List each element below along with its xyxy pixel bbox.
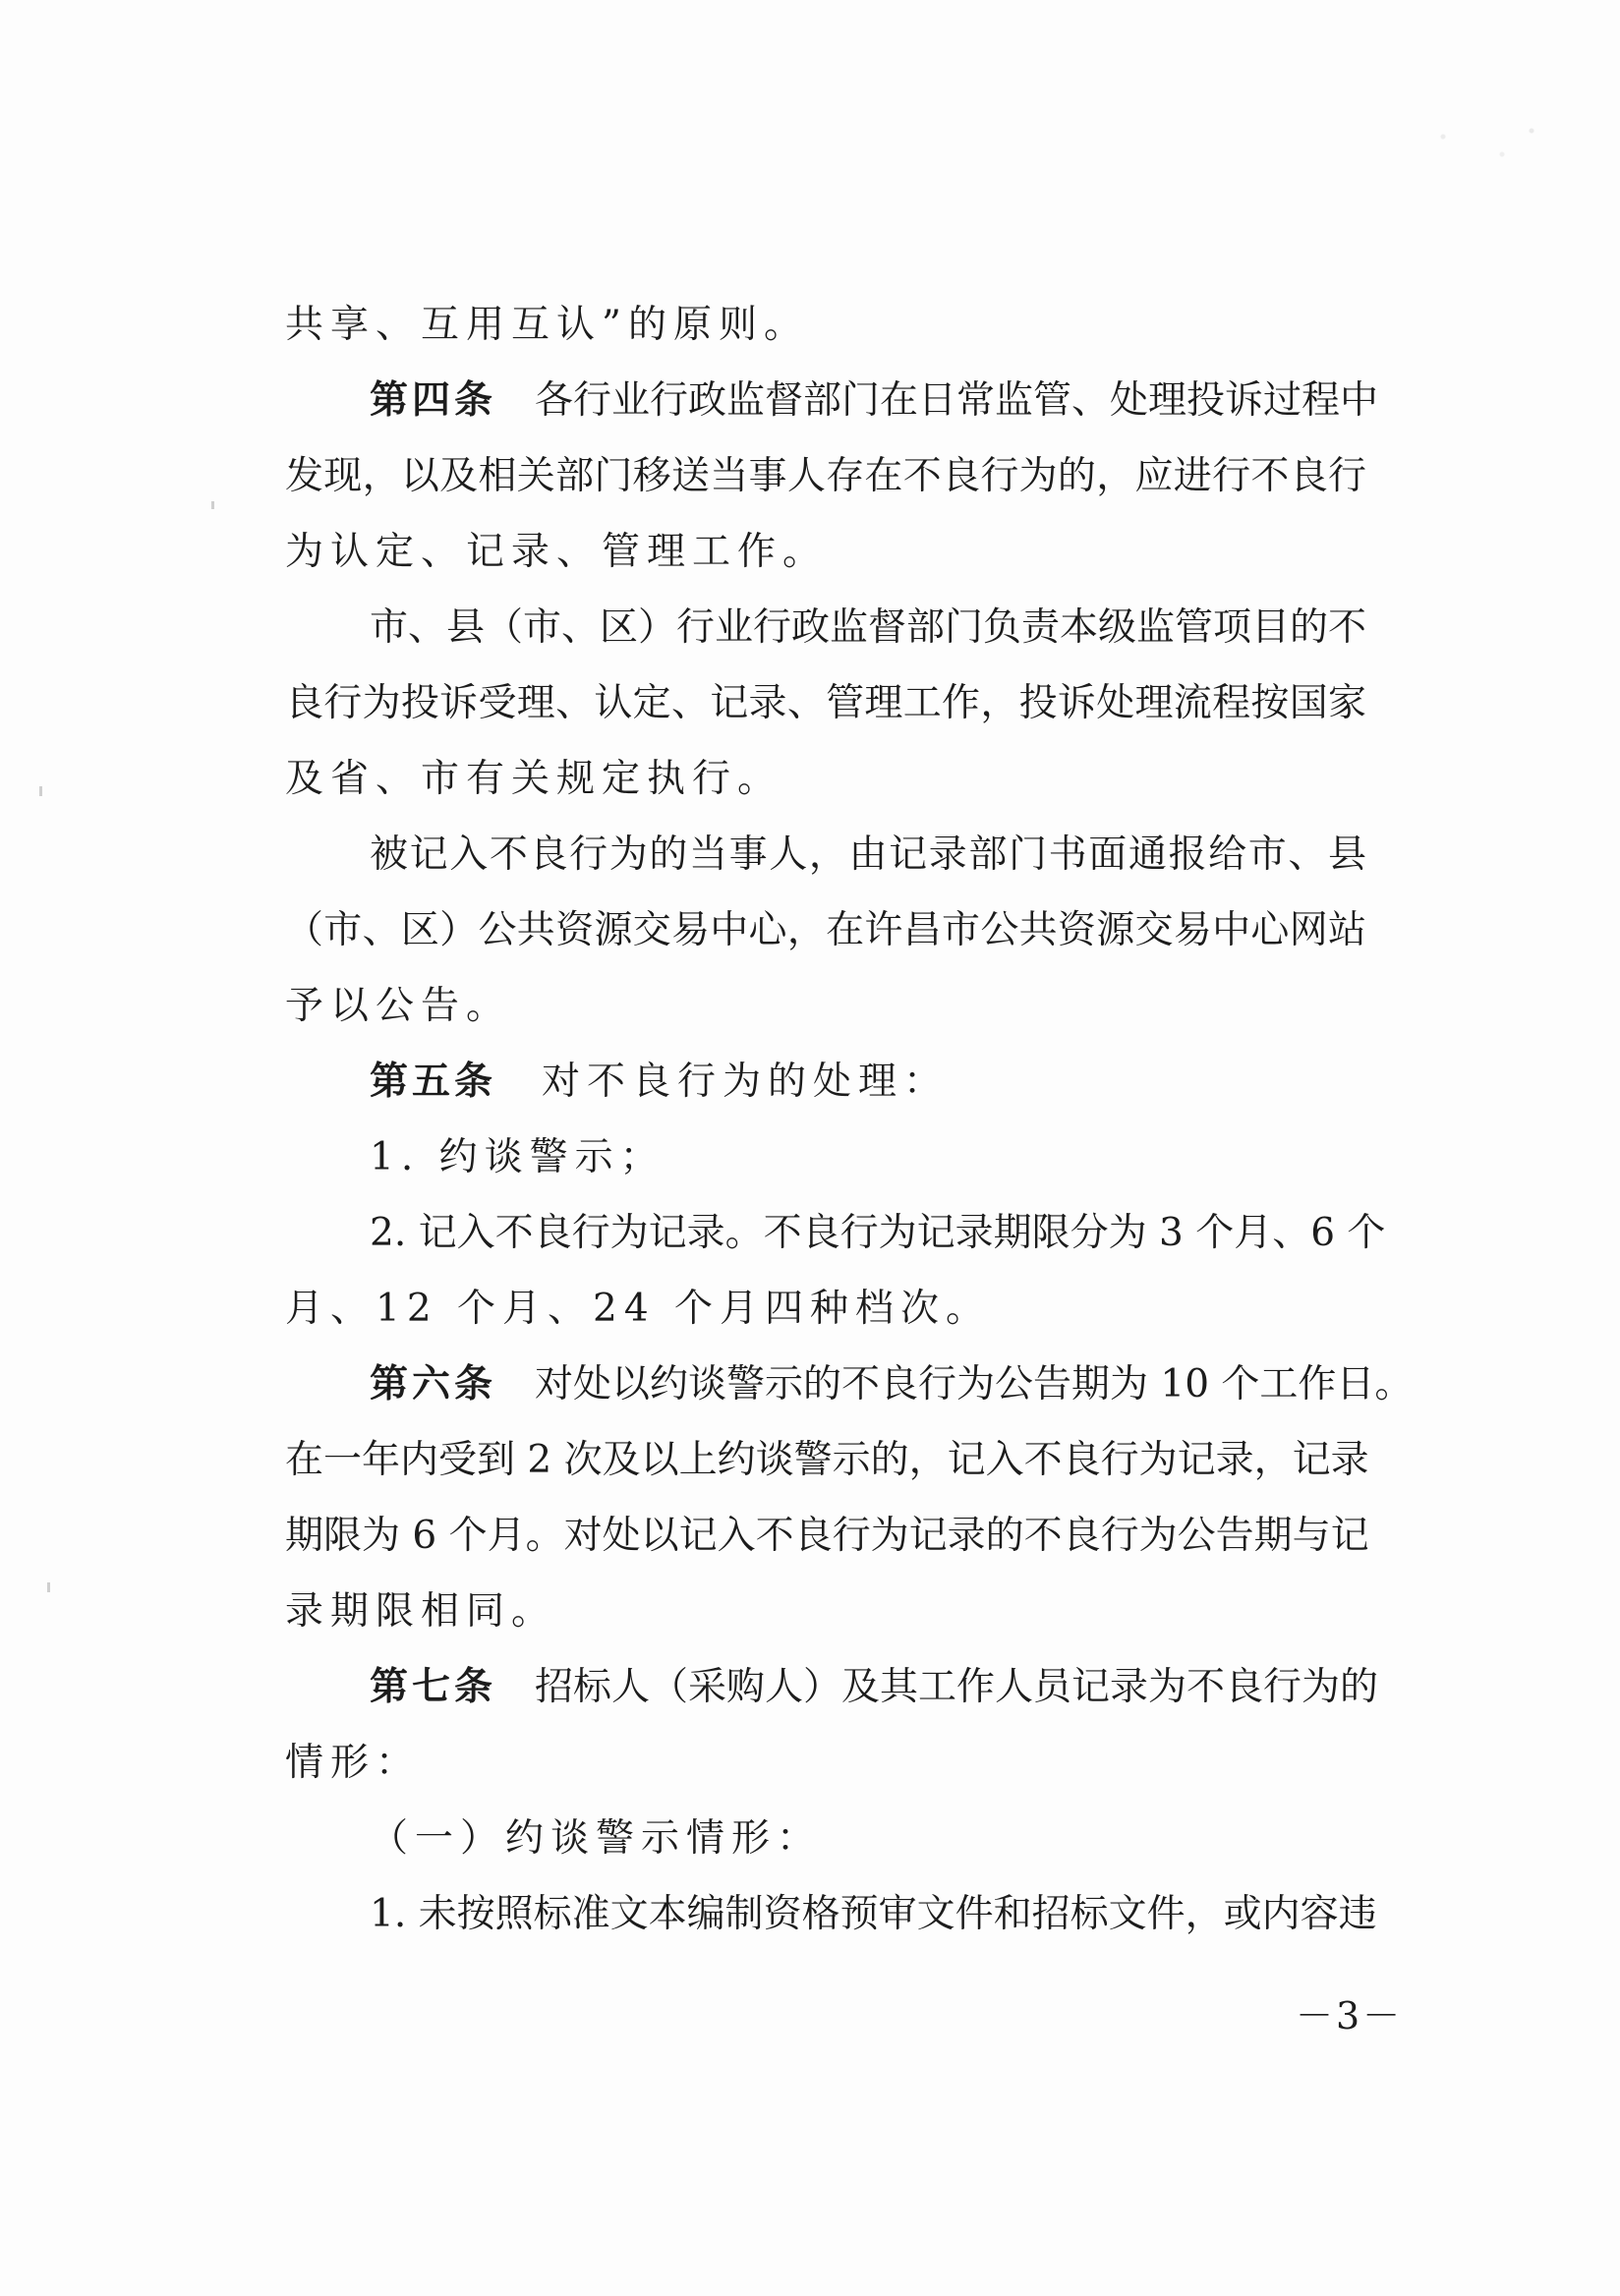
line-text: 1. 未按照标准文本编制资格预审文件和招标文件，或内容违 [370, 1892, 1377, 1936]
text-line [285, 438, 1366, 514]
line-text: 及省、市有关规定执行。 [285, 757, 783, 801]
line-text: 情形： [285, 1741, 422, 1785]
text-line [285, 968, 1366, 1044]
line-text: 在一年内受到 2 次及以上约谈警示的，记入不良行为记录，记录 [285, 1438, 1369, 1482]
text-line [285, 363, 1379, 438]
text-line [285, 287, 1366, 363]
text-line [285, 665, 1366, 741]
line-text: 各行业行政监督部门在日常监管、处理投诉过程中 [535, 378, 1379, 423]
text-line [285, 741, 1366, 817]
line-text: 发现，以及相关部门移送当事人存在不良行为的，应进行不良行 [285, 454, 1366, 498]
article-heading: 第七条 [370, 1664, 497, 1709]
text-line [285, 1801, 1366, 1876]
text-line [285, 1271, 1366, 1347]
text-line [285, 817, 1366, 892]
body-text [285, 287, 1414, 1952]
text-line [285, 1725, 1366, 1801]
text-line [285, 1195, 1386, 1271]
line-text: 良行为投诉受理、认定、记录、管理工作，投诉处理流程按国家 [285, 681, 1366, 725]
article-heading: 第四条 [370, 377, 497, 423]
text-line [285, 1876, 1377, 1952]
text-line [285, 1119, 1366, 1195]
scan-speck [211, 501, 214, 509]
line-text: 对处以约谈警示的不良行为公告期为 10 个工作日。 [535, 1362, 1414, 1406]
text-line [285, 1649, 1379, 1725]
article-heading: 第六条 [370, 1361, 497, 1406]
text-line [285, 1044, 1366, 1119]
line-text: 2. 记入不良行为记录。不良行为记录期限分为 3 个月、6 个 [370, 1211, 1386, 1255]
line-text: 期限为 6 个月。对处以记入不良行为记录的不良行为公告期与记 [285, 1514, 1369, 1558]
line-text: 对不良行为的处理： [542, 1060, 950, 1104]
page-number: －3－ [1296, 1994, 1404, 2038]
scan-speck [47, 1582, 50, 1592]
text-line [285, 1347, 1414, 1422]
scan-noise [1414, 113, 1561, 172]
line-text: 月、12 个月、24 个月四种档次。 [285, 1287, 992, 1331]
line-text: 1. 约谈警示； [370, 1135, 665, 1179]
line-text: 市、县（市、区）行业行政监督部门负责本级监管项目的不 [370, 605, 1367, 650]
text-line [285, 892, 1366, 968]
line-text: 共享、互用互认”的原则。 [285, 303, 809, 347]
text-line [285, 1574, 1366, 1649]
line-text: 录期限相同。 [285, 1589, 557, 1634]
text-line [285, 1422, 1369, 1498]
line-text: 予以公告。 [285, 984, 512, 1028]
text-line [285, 590, 1366, 665]
line-text: 被记入不良行为的当事人，由记录部门书面通报给市、县 [370, 832, 1366, 877]
line-text: 为认定、记录、管理工作。 [285, 530, 829, 574]
line-text: （一）约谈警示情形： [370, 1816, 823, 1861]
line-text: 招标人（采购人）及其工作人员记录为不良行为的 [535, 1665, 1379, 1709]
text-line [285, 514, 1366, 590]
line-text: （市、区）公共资源交易中心，在许昌市公共资源交易中心网站 [285, 908, 1366, 952]
article-heading: 第五条 [370, 1059, 497, 1104]
scan-speck [39, 786, 42, 796]
text-line [285, 1498, 1369, 1574]
